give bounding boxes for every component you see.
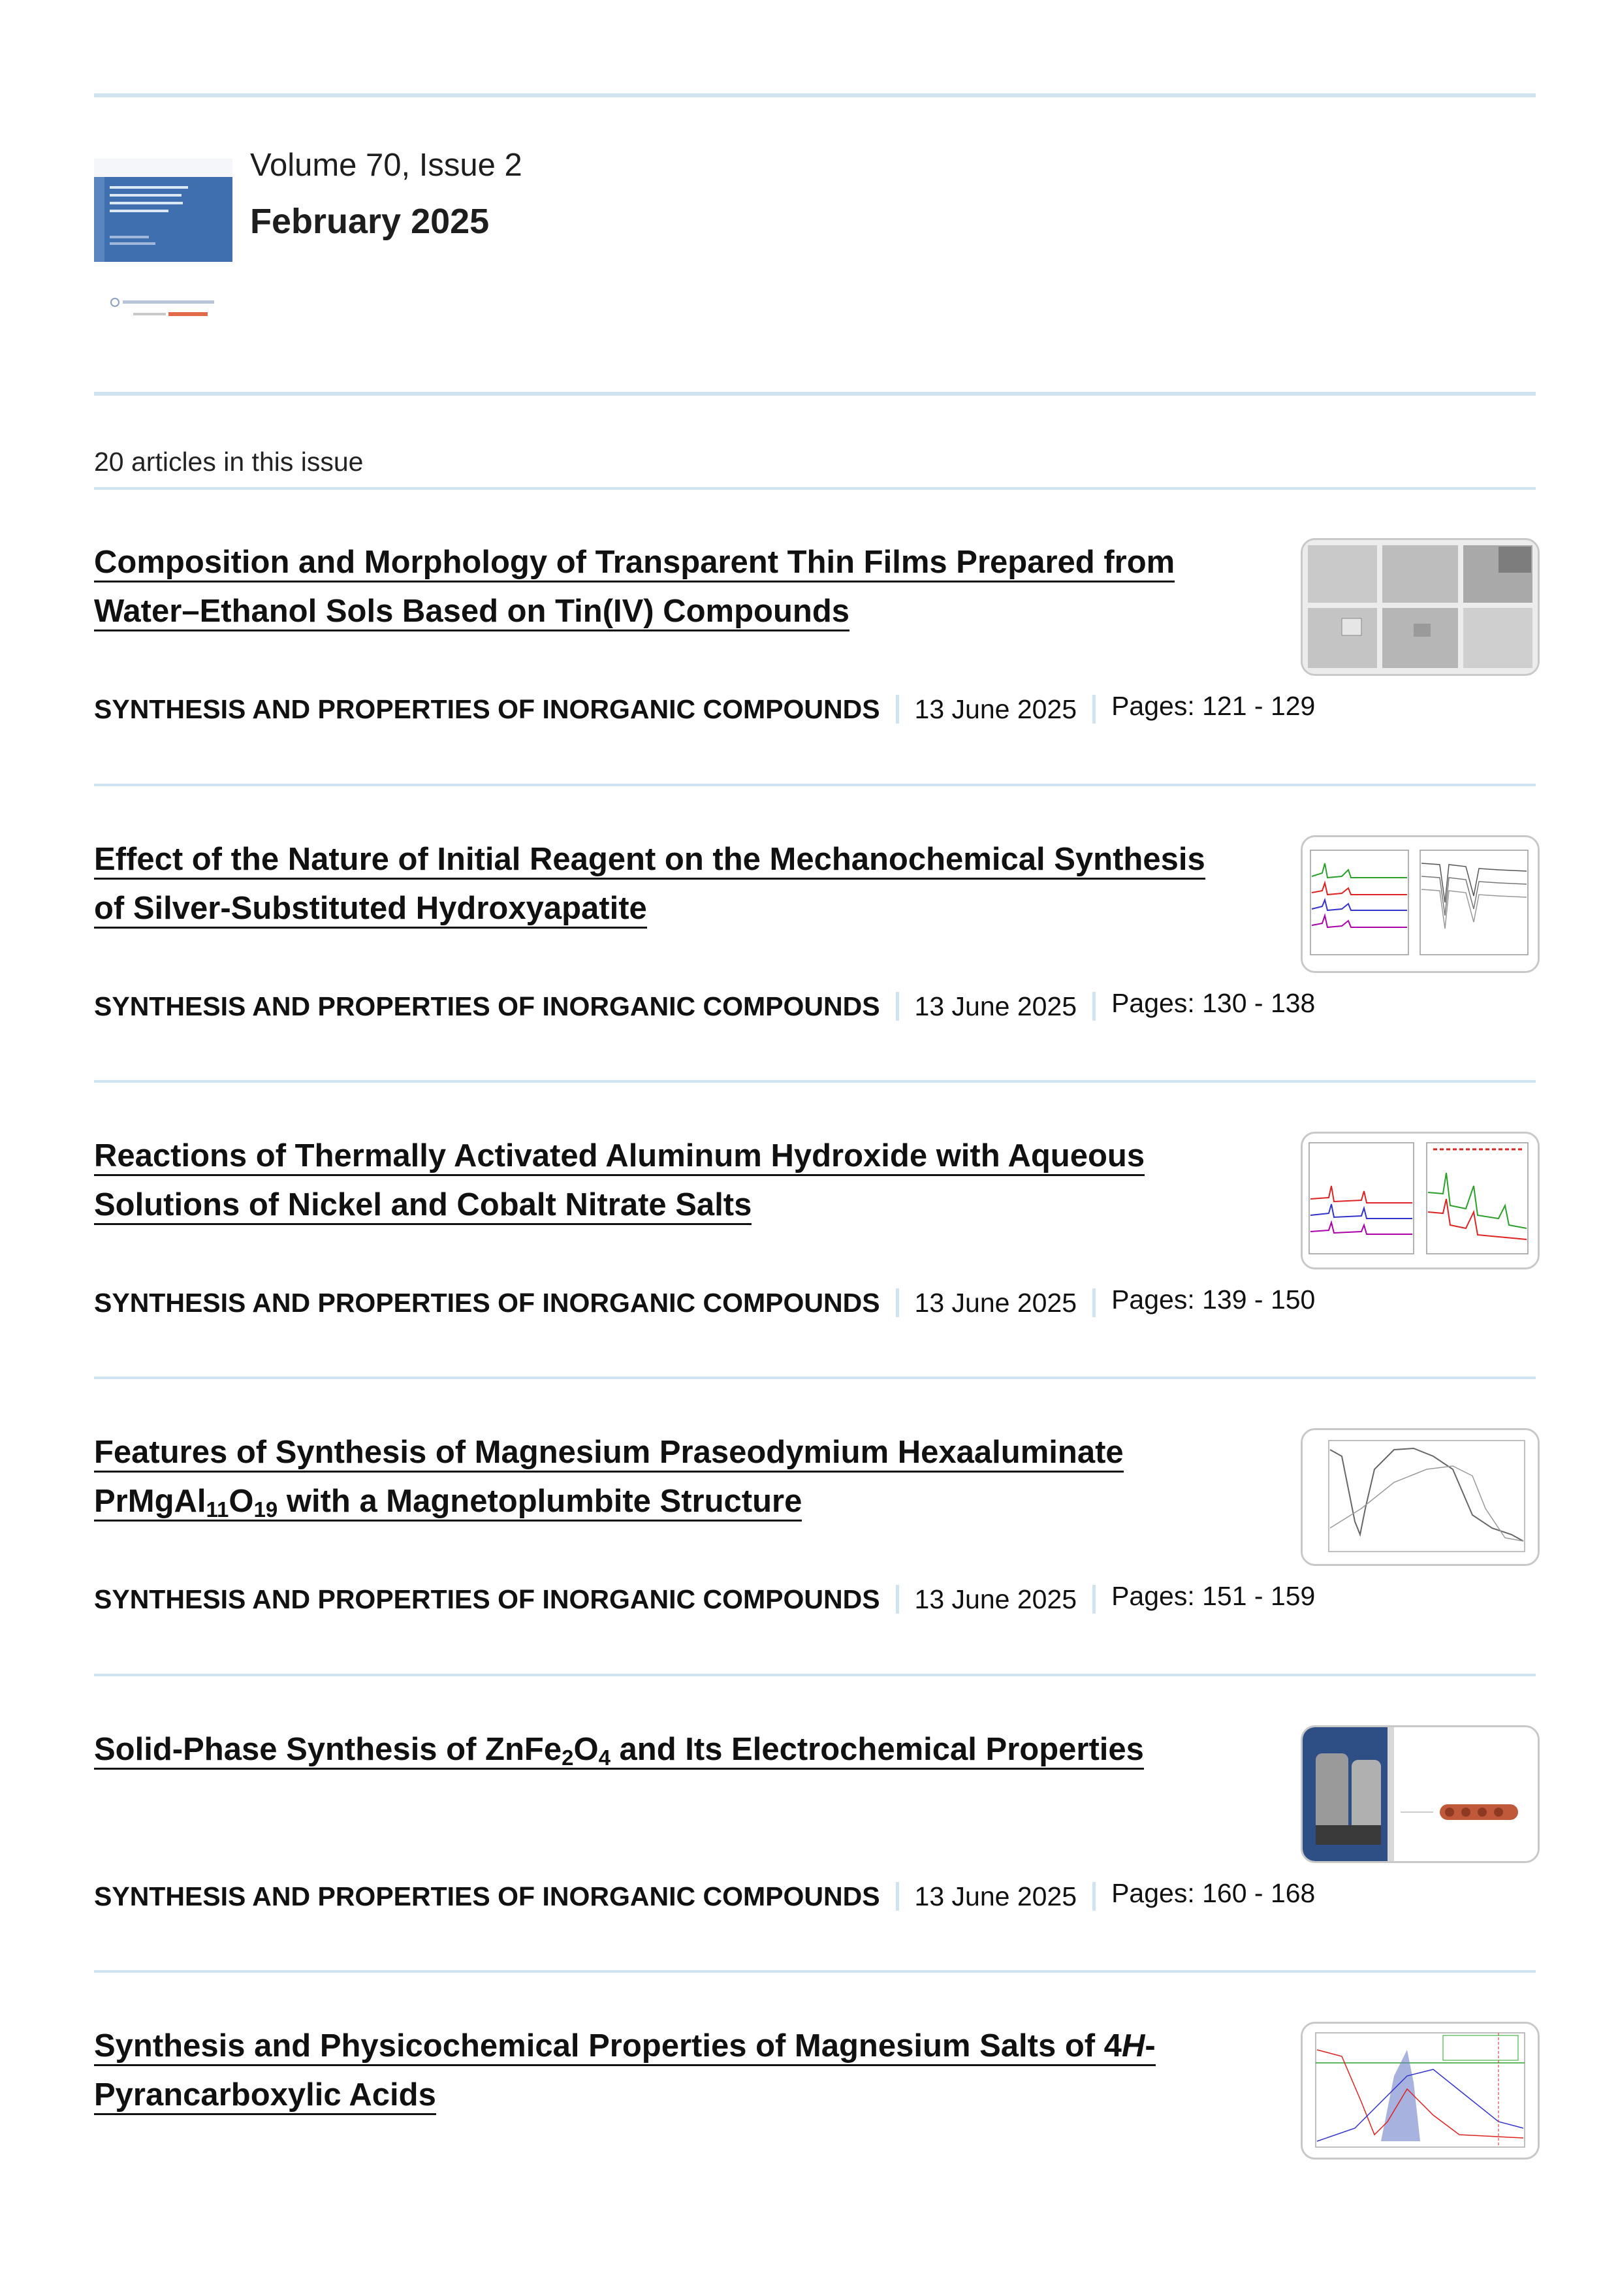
diffraction-patterns-thumbnail[interactable]: [1301, 1132, 1540, 1269]
meta-separator: [896, 1288, 899, 1317]
article-divider: [94, 1970, 1536, 1973]
article-divider: [94, 1674, 1536, 1676]
article-divider: [94, 1377, 1536, 1379]
article-title-link[interactable]: Composition and Morphology of Transparent Thin Films Prepared from Water–Ethanol Sols Based on Tin(IV) Compounds: [94, 538, 1243, 636]
journal-cover-image[interactable]: [94, 159, 232, 334]
article-pages: Pages: 121 - 129: [1111, 690, 1316, 721]
xrd-ir-spectra-thumbnail[interactable]: [1301, 835, 1540, 973]
article-title-link[interactable]: Features of Synthesis of Magnesium Praseodymium Hexaaluminate $PrMgAl_{11}O_{19}$ with a Magnetoplumbite Structure: [94, 1435, 1124, 1522]
meta-separator: [896, 1585, 899, 1614]
article-pages: Pages: 151 - 159: [1111, 1580, 1316, 1611]
article-item: [94, 538, 1536, 812]
article-date: 13 June 2025: [914, 694, 1077, 724]
article-divider: [94, 1080, 1536, 1083]
article-section: SYNTHESIS AND PROPERTIES OF INORGANIC COMPOUNDS: [94, 991, 880, 1021]
meta-separator: [1092, 992, 1096, 1021]
meta-separator: [896, 695, 899, 724]
meta-separator: [1092, 1882, 1096, 1911]
article-meta: [94, 1581, 1315, 1618]
article-section: SYNTHESIS AND PROPERTIES OF INORGANIC COMPOUNDS: [94, 1881, 880, 1911]
article-title-link[interactable]: Solid-Phase Synthesis of $ZnFe_2O_4$ and Its Electrochemical Properties: [94, 1732, 1144, 1770]
article-date: 13 June 2025: [914, 1287, 1077, 1318]
article-pages: Pages: 160 - 168: [1111, 1877, 1316, 1908]
article-count: 20 articles in this issue: [94, 447, 364, 477]
list-divider: [94, 487, 1536, 490]
article-date: 13 June 2025: [914, 1584, 1077, 1614]
article-date: 13 June 2025: [914, 1881, 1077, 1911]
article-title-link[interactable]: Synthesis and Physicochemical Properties of Magnesium Salts of 4H- Pyrancarboxylic Acids: [94, 2022, 1243, 2120]
article-meta: [94, 1284, 1315, 1321]
issue-date: February 2025: [250, 202, 490, 241]
article-item: [94, 2022, 1536, 2296]
article-item: [94, 1132, 1536, 1406]
meta-separator: [896, 1882, 899, 1911]
article-title-link[interactable]: Effect of the Nature of Initial Reagent on the Mechanochemical Synthesis of Silver-Substituted Hydroxyapatite: [94, 835, 1243, 933]
article-section: SYNTHESIS AND PROPERTIES OF INORGANIC COMPOUNDS: [94, 694, 880, 724]
meta-separator: [1092, 695, 1096, 724]
article-section: SYNTHESIS AND PROPERTIES OF INORGANIC COMPOUNDS: [94, 1287, 880, 1318]
article-pages: Pages: 139 - 150: [1111, 1284, 1316, 1315]
article-meta: [94, 1878, 1315, 1915]
battery-cell-photo-thumbnail[interactable]: [1301, 1725, 1540, 1863]
meta-separator: [896, 992, 899, 1021]
article-pages: Pages: 130 - 138: [1111, 987, 1316, 1018]
header-top-divider: [94, 93, 1536, 97]
header-bottom-divider: [94, 392, 1536, 396]
article-meta: [94, 988, 1315, 1025]
article-item: [94, 1725, 1536, 2000]
publisher-logo-icon: [107, 296, 218, 322]
issue-volume-title: Volume 70, Issue 2: [250, 148, 522, 183]
multi-curve-plot-thumbnail[interactable]: [1301, 2022, 1540, 2160]
thermal-analysis-curve-thumbnail[interactable]: [1301, 1428, 1540, 1566]
article-title-link[interactable]: Reactions of Thermally Activated Aluminum Hydroxide with Aqueous Solutions of Nickel and Cobalt Nitrate Salts: [94, 1132, 1243, 1230]
article-meta: [94, 691, 1315, 727]
article-section: SYNTHESIS AND PROPERTIES OF INORGANIC COMPOUNDS: [94, 1584, 880, 1614]
meta-separator: [1092, 1585, 1096, 1614]
article-item: [94, 1428, 1536, 1702]
article-date: 13 June 2025: [914, 991, 1077, 1021]
microscopy-grid-thumbnail[interactable]: [1301, 538, 1540, 676]
article-item: [94, 835, 1536, 1109]
article-divider: [94, 784, 1536, 786]
meta-separator: [1092, 1288, 1096, 1317]
